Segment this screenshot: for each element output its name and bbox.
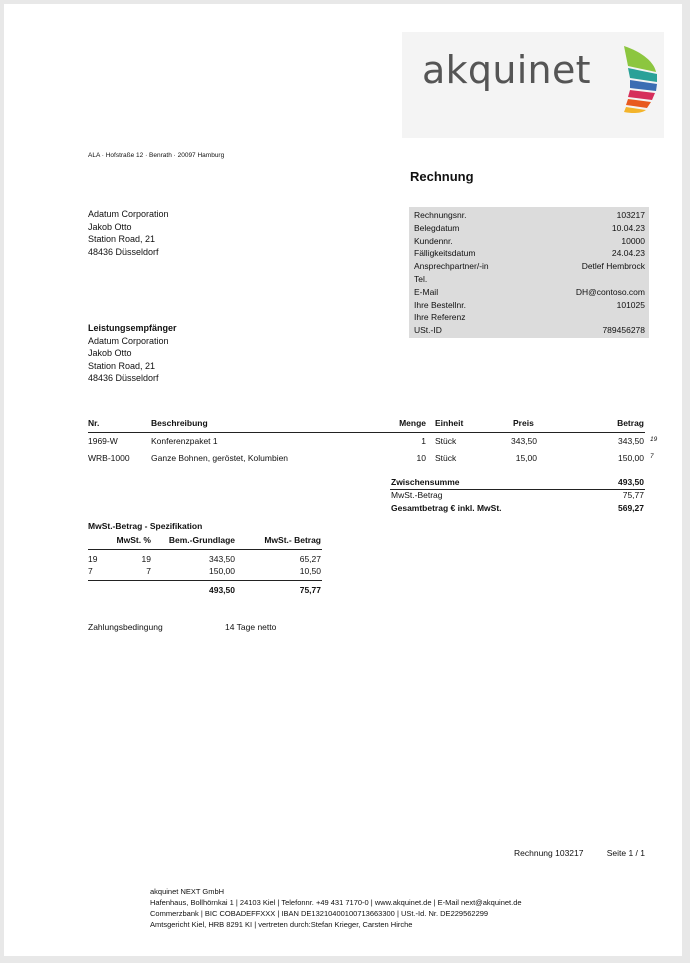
col-desc-header: Beschreibung xyxy=(151,418,208,428)
logo-wordmark: akquinet xyxy=(422,48,591,92)
vat-spec-base: 343,50 xyxy=(209,554,235,564)
row-vat-code: 7 xyxy=(650,453,654,460)
vat-spec-id: 19 xyxy=(88,554,98,564)
address-line: 48436 Düsseldorf xyxy=(88,246,159,257)
table-header-rule xyxy=(88,432,645,433)
row-nr: 1969-W xyxy=(88,436,118,446)
address-line: Station Road, 21 xyxy=(88,234,156,244)
subtotal-label: Zwischensumme xyxy=(391,477,460,487)
info-row-reference: Ihre Referenz xyxy=(414,312,466,323)
vat-spec-pct: 7 xyxy=(146,566,151,576)
row-vat-code: 19 xyxy=(650,436,658,443)
vat-spec-sum-base: 493,50 xyxy=(209,585,235,595)
info-row-due-date: Fälligkeitsdatum 24.04.23 xyxy=(414,248,645,259)
payment-terms-label: Zahlungsbedingung xyxy=(88,622,163,632)
vat-spec-id: 7 xyxy=(88,566,93,576)
row-qty: 10 xyxy=(416,453,426,463)
footer-page-number: Seite 1 / 1 xyxy=(606,848,645,858)
address-line: Jakob Otto xyxy=(88,221,132,232)
vat-spec-sum-rule xyxy=(88,580,322,581)
vat-spec-pct-header: MwSt. % xyxy=(116,535,151,545)
info-row-invoice-no: Rechnungsnr. 103217 xyxy=(414,210,645,220)
row-price: 343,50 xyxy=(511,436,537,446)
vat-amount-label: MwSt.-Betrag xyxy=(391,490,443,500)
row-amount: 343,50 xyxy=(618,436,644,446)
row-nr: WRB-1000 xyxy=(88,453,130,463)
row-amount: 150,00 xyxy=(618,453,644,463)
col-amount-header: Betrag xyxy=(617,418,644,428)
address-line: Adatum Corporation xyxy=(88,209,169,219)
beneficiary-address xyxy=(88,322,177,385)
vat-spec-title: MwSt.-Betrag - Spezifikation xyxy=(88,521,203,531)
row-unit: Stück xyxy=(435,436,457,446)
footer-register-line: Amtsgericht Kiel, HRB 8291 KI | vertreten durch:Stefan Krieger, Carsten Hirche xyxy=(150,920,413,929)
vat-spec-amount-header: MwSt.- Betrag xyxy=(264,535,321,545)
company-footer xyxy=(150,886,522,930)
info-row-order-no: Ihre Bestellnr. 101025 xyxy=(414,299,645,310)
company-logo xyxy=(402,32,664,138)
footer-company-name: akquinet NEXT GmbH xyxy=(150,887,225,896)
vat-spec-sum-amount: 75,77 xyxy=(299,585,321,595)
row-price: 15,00 xyxy=(515,453,537,463)
row-unit: Stück xyxy=(435,453,457,463)
vat-spec-base: 150,00 xyxy=(209,566,235,576)
sender-line: ALA · Hofstraße 12 · Benrath · 20097 Hamburg xyxy=(88,152,225,159)
address-line: Station Road, 21 xyxy=(88,360,156,371)
row-desc: Konferenzpaket 1 xyxy=(151,436,218,446)
invoice-info-box xyxy=(409,207,649,338)
col-nr-header: Nr. xyxy=(88,418,100,428)
info-row-contact: Ansprechpartner/-in Detlef Hembrock xyxy=(414,261,645,272)
beneficiary-heading: Leistungsempfänger xyxy=(88,323,177,333)
row-qty: 1 xyxy=(421,436,426,446)
address-line: 48436 Düsseldorf xyxy=(88,373,159,383)
address-line: Adatum Corporation xyxy=(88,335,169,346)
info-row-vat-id: USt.-ID 789456278 xyxy=(414,325,645,336)
info-row-doc-date: Belegdatum 10.04.23 xyxy=(414,222,645,233)
col-price-header: Preis xyxy=(513,418,534,428)
vat-spec-amount: 65,27 xyxy=(299,554,321,564)
vat-spec-pct: 19 xyxy=(141,554,151,564)
vat-spec-amount: 10,50 xyxy=(299,566,321,576)
row-desc: Ganze Bohnen, geröstet, Kolumbien xyxy=(151,453,289,463)
subtotal-value: 493,50 xyxy=(618,477,644,487)
footer-document-ref: Rechnung 103217 xyxy=(514,848,584,858)
document-title: Rechnung xyxy=(410,169,474,184)
recipient-address xyxy=(88,208,169,258)
info-row-phone: Tel. xyxy=(414,274,428,284)
logo-swoosh-icon xyxy=(620,44,660,114)
col-qty-header: Menge xyxy=(399,418,426,428)
info-row-email: E-Mail DH@contoso.com xyxy=(414,286,645,297)
invoice-page xyxy=(4,4,682,956)
vat-spec-base-header: Bem.-Grundlage xyxy=(168,535,235,545)
vat-amount-value: 75,77 xyxy=(622,490,644,500)
info-row-customer-no: Kundennr. 10000 xyxy=(414,235,645,246)
footer-bank-line: Commerzbank | BIC COBADEFFXXX | IBAN DE13210400100713663300 | USt.-Id. Nr. DE229562299 xyxy=(150,909,489,918)
grand-total-label: Gesamtbetrag € inkl. MwSt. xyxy=(391,503,502,513)
payment-terms-value: 14 Tage netto xyxy=(225,622,277,632)
address-line: Jakob Otto xyxy=(88,348,132,358)
vat-spec-header-rule xyxy=(88,549,322,550)
col-unit-header: Einheit xyxy=(435,418,464,428)
grand-total-value: 569,27 xyxy=(618,503,644,513)
footer-address-line: Hafenhaus, Bollhörnkai 1 | 24103 Kiel | Telefonnr. +49 431 7170-0 | www.akquinet.de | E-Mail next@akquinet.de xyxy=(150,898,522,907)
